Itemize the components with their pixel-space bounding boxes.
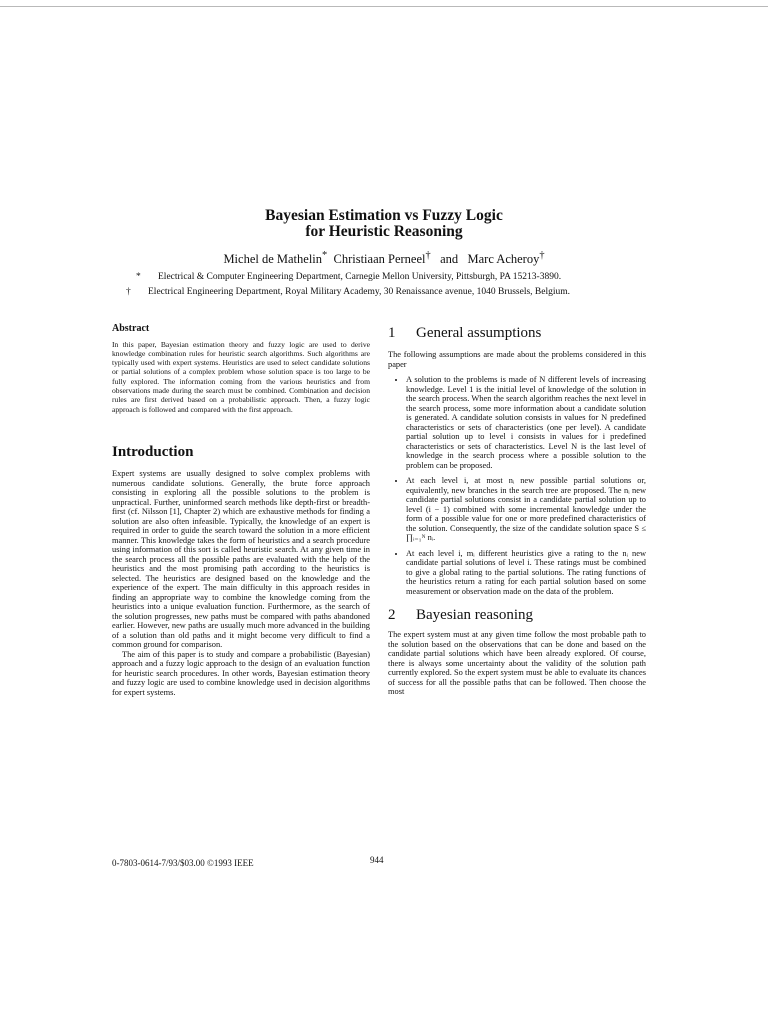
paper-title-line2: for Heuristic Reasoning [305, 223, 463, 240]
affiliation-2 [126, 287, 570, 298]
section-1-heading [388, 324, 646, 342]
section-2-text: The expert system must at any given time follow the most probable path to the solution based on the observations that can be done and based on the candidate partial solutions which have been already explored. Of course, there is always some uncertainty about the validity of the solution path currently explored. So the expert system must be able to evaluate its chances of success for all the possible paths that can be followed. Then choose the most [388, 630, 646, 696]
author-1-mark: * [322, 250, 328, 261]
page-number: 944 [370, 855, 384, 865]
author-separator: and [440, 252, 459, 267]
assumption-item-1: • A solution to the problems is made of N different levels of increasing knowledge. Level 1 is the initial level of knowledge of the solution in the search process. When the search algorithm reaches the next level in the search process, some more information about a candidate solution is generated. A candidate solution consists in values for N predefined characteristics or sets of characteristics (one per level). A candidate partial solution up to level i consists in values for i predefined characteristics or sets of characteristics. Level N is the last level of knowledge in the search process where a possible solution to the problem can be proposed. [406, 375, 646, 470]
affiliation-1 [136, 272, 561, 283]
abstract-text: In this paper, Bayesian estimation theory and fuzzy logic are used to derive knowledge combination rules for heuristic search algorithms. Such algorithms are typically used with expert systems. Heuristics are used to select candidate solutions or partial solutions of a complex problem whose solution space is too large to be fully explored. The information coming from the various heuristics and from observations made during the search must be combined. Combination and decision rules are first derived based on a probabilistic approach. Then, a fuzzy logic approach is followed and compared with the first approach. [112, 339, 370, 414]
introduction-heading: Introduction [112, 443, 194, 460]
section-1-intro: The following assumptions are made about the problems considered in this paper [388, 350, 646, 369]
introduction-paragraph-1: Expert systems are usually designed to solve complex problems with numerous candidate solutions. Generally, the brute force approach consisting in exploring all the possible solutions to the problem is unpractical. Further, uninformed search methods like depth-first or breadth-first (cf. Nilsson [1], Chapter 2) which are exhaustive methods for finding a solution are also often infeasible. Typically, the knowledge of an expert is required in order to guide the search toward the solution in a more efficient manner. This knowledge takes the form of heuristics and a search procedure using information of this sort is called heuristic search. At any given time in the search process all the possible paths are evaluated with the help of the heuristics and the most promising path according to the heuristics is selected. The heuristics are designed based on the knowledge and the experience of the expert. The main difficulty in this approach resides in finding an appropriate way to combine the knowledge coming from the heuristics into a unique evaluation function. Furthermore, as the search of the solution progresses, new paths must be compared with paths abandoned earlier. However, new paths are usually much more advanced in the building of a solution than old paths and it might become very difficult to find a common ground for comparison. [112, 469, 370, 650]
section-1-number: 1 [388, 325, 396, 341]
left-column [112, 324, 370, 697]
author-3-mark: † [539, 250, 545, 261]
paper-title-line1: Bayesian Estimation vs Fuzzy Logic [265, 207, 503, 224]
assumption-list [388, 375, 646, 596]
introduction-paragraph-2: The aim of this paper is to study and compare a probabilistic (Bayesian) approach and a fuzzy logic approach to the design of an evaluation function for heuristic search procedures. In other words, Bayesian estimation theory and fuzzy logic are used to combine knowledge used in decision algorithms for expert systems. [112, 649, 370, 697]
section-2-number: 2 [388, 607, 396, 623]
affiliation-2-mark: † [126, 287, 131, 297]
section-2-heading [388, 606, 646, 624]
assumption-item-2: • At each level i, at most nᵢ new possible partial solutions or, equivalently, new branches in the search tree are proposed. The nᵢ new candidate partial solutions consist in a candidate partial solution up to level (i − 1) combined with some incremental knowledge under the form of a possible value for one or more predefined characteristics of the solution. Consequently, the size of the candidate solution space S ≤ ∏ᵢ₌₁ᴺ nᵢ. [406, 476, 646, 543]
author-1: Michel de Mathelin [223, 252, 323, 267]
abstract-heading: Abstract [112, 323, 150, 334]
affiliation-1-mark: * [136, 272, 141, 282]
right-column [388, 324, 646, 697]
affiliation-1-text: Electrical & Computer Engineering Department, Carnegie Mellon University, Pittsburgh, PA 15213-3890. [158, 272, 562, 282]
author-list [0, 250, 768, 267]
affiliation-2-text: Electrical Engineering Department, Royal Military Academy, 30 Renaissance avenue, 1040 Brussels, Belgium. [148, 287, 571, 297]
author-2: Christiaan Perneel [333, 252, 426, 267]
section-1-title: General assumptions [416, 325, 542, 341]
section-2-title: Bayesian reasoning [416, 607, 534, 623]
author-2-mark: † [425, 250, 431, 261]
top-rule [0, 6, 768, 7]
assumption-item-3: • At each level i, mᵢ different heuristics give a rating to the nᵢ new candidate partial solutions of level i. These ratings must be combined to give a global rating to the partial solutions. The rating functions of the heuristics return a rating for each partial solution based on some measurement or observation made on the data of the problem. [406, 549, 646, 597]
author-3: Marc Acheroy [467, 252, 540, 267]
copyright-notice: 0-7803-0614-7/93/$03.00 ©1993 IEEE [112, 858, 254, 868]
